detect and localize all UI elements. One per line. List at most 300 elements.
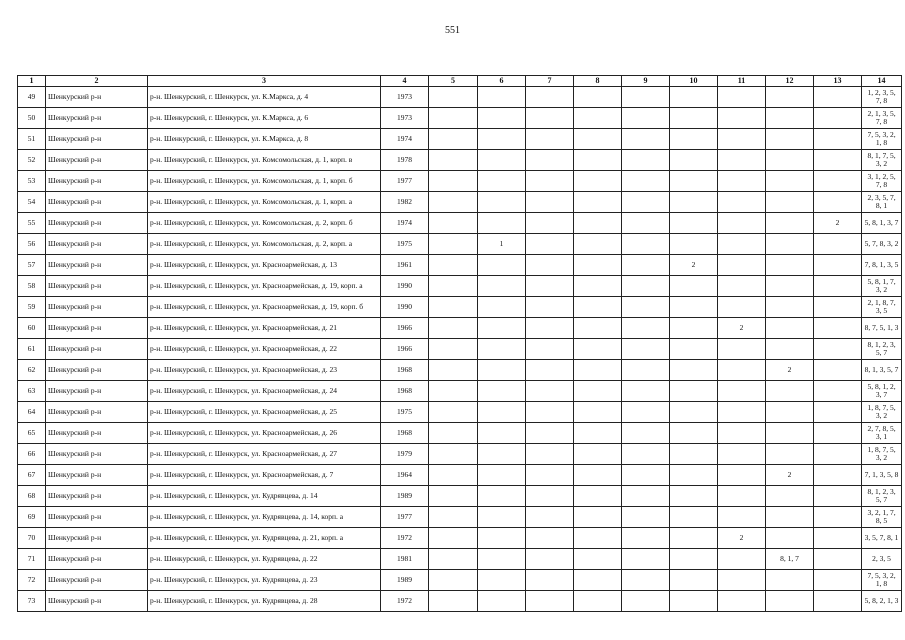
- cell-row-number: 55: [18, 213, 46, 234]
- cell-col-11: [718, 549, 766, 570]
- cell-col-8: [574, 297, 622, 318]
- cell-col-7: [526, 108, 574, 129]
- cell-col-11: [718, 570, 766, 591]
- cell-col-7: [526, 276, 574, 297]
- cell-col-8: [574, 192, 622, 213]
- cell-address: р-н. Шенкурский, г. Шенкурск, ул. Красноармейская, д. 27: [148, 444, 381, 465]
- cell-col-7: [526, 150, 574, 171]
- cell-col-12: [766, 192, 814, 213]
- cell-col-8: [574, 171, 622, 192]
- cell-col-6: [478, 276, 526, 297]
- cell-address: р-н. Шенкурский, г. Шенкурск, ул. Комсомольская, д. 1, корп. в: [148, 150, 381, 171]
- cell-address: р-н. Шенкурский, г. Шенкурск, ул. Комсомольская, д. 1, корп. а: [148, 192, 381, 213]
- column-header-6: 6: [478, 76, 526, 87]
- cell-row-number: 70: [18, 528, 46, 549]
- cell-district: Шенкурский р-н: [46, 507, 148, 528]
- cell-row-number: 64: [18, 402, 46, 423]
- cell-col-8: [574, 318, 622, 339]
- cell-row-number: 61: [18, 339, 46, 360]
- table-row: [18, 402, 902, 423]
- cell-row-number: 58: [18, 276, 46, 297]
- cell-col-12: [766, 486, 814, 507]
- cell-col-6: [478, 192, 526, 213]
- cell-col-14: 7, 1, 3, 5, 8: [862, 465, 902, 486]
- cell-district: Шенкурский р-н: [46, 360, 148, 381]
- cell-col-12: [766, 297, 814, 318]
- cell-col-7: [526, 255, 574, 276]
- cell-year: 1979: [381, 444, 429, 465]
- table-row: [18, 213, 902, 234]
- housing-table: [17, 75, 902, 612]
- cell-col-10: [670, 192, 718, 213]
- cell-col-11: [718, 591, 766, 612]
- cell-col-7: [526, 129, 574, 150]
- cell-district: Шенкурский р-н: [46, 528, 148, 549]
- cell-col-9: [622, 381, 670, 402]
- cell-col-9: [622, 129, 670, 150]
- cell-col-13: [814, 381, 862, 402]
- cell-col-13: [814, 171, 862, 192]
- cell-col-14: 1, 2, 3, 5, 7, 8: [862, 87, 902, 108]
- cell-col-9: [622, 570, 670, 591]
- cell-col-11: [718, 507, 766, 528]
- column-header-14: 14: [862, 76, 902, 87]
- cell-col-13: [814, 234, 862, 255]
- cell-col-7: [526, 297, 574, 318]
- cell-col-10: [670, 108, 718, 129]
- cell-col-13: 2: [814, 213, 862, 234]
- cell-col-11: [718, 129, 766, 150]
- table-row: [18, 423, 902, 444]
- cell-col-5: [429, 318, 478, 339]
- cell-col-6: [478, 150, 526, 171]
- cell-col-12: [766, 276, 814, 297]
- cell-address: р-н. Шенкурский, г. Шенкурск, ул. Красноармейская, д. 7: [148, 465, 381, 486]
- cell-col-9: [622, 507, 670, 528]
- cell-col-14: 1, 8, 7, 5, 3, 2: [862, 444, 902, 465]
- cell-col-14: 7, 5, 3, 2, 1, 8: [862, 570, 902, 591]
- cell-col-8: [574, 486, 622, 507]
- cell-year: 1990: [381, 276, 429, 297]
- cell-address: р-н. Шенкурский, г. Шенкурск, ул. Красноармейская, д. 25: [148, 402, 381, 423]
- cell-col-7: [526, 402, 574, 423]
- cell-col-7: [526, 507, 574, 528]
- cell-col-7: [526, 444, 574, 465]
- cell-col-13: [814, 570, 862, 591]
- table-row: [18, 192, 902, 213]
- cell-row-number: 62: [18, 360, 46, 381]
- table-row: [18, 549, 902, 570]
- cell-district: Шенкурский р-н: [46, 570, 148, 591]
- cell-col-6: [478, 318, 526, 339]
- cell-col-10: [670, 129, 718, 150]
- cell-col-12: [766, 444, 814, 465]
- cell-col-12: [766, 528, 814, 549]
- cell-col-7: [526, 360, 574, 381]
- cell-col-8: [574, 276, 622, 297]
- cell-col-12: 8, 1, 7: [766, 549, 814, 570]
- cell-col-14: 7, 8, 1, 3, 5: [862, 255, 902, 276]
- cell-col-13: [814, 549, 862, 570]
- table-row: [18, 528, 902, 549]
- cell-col-9: [622, 297, 670, 318]
- cell-district: Шенкурский р-н: [46, 171, 148, 192]
- cell-col-12: [766, 591, 814, 612]
- cell-col-13: [814, 465, 862, 486]
- cell-col-13: [814, 507, 862, 528]
- column-header-10: 10: [670, 76, 718, 87]
- cell-col-9: [622, 234, 670, 255]
- cell-row-number: 66: [18, 444, 46, 465]
- cell-col-11: [718, 108, 766, 129]
- cell-col-11: 2: [718, 318, 766, 339]
- cell-col-13: [814, 255, 862, 276]
- cell-col-6: [478, 213, 526, 234]
- cell-district: Шенкурский р-н: [46, 129, 148, 150]
- cell-address: р-н. Шенкурский, г. Шенкурск, ул. К.Маркса, д. 4: [148, 87, 381, 108]
- cell-col-12: [766, 213, 814, 234]
- cell-col-9: [622, 444, 670, 465]
- table-body: [18, 87, 902, 612]
- cell-address: р-н. Шенкурский, г. Шенкурск, ул. Комсомольская, д. 1, корп. б: [148, 171, 381, 192]
- cell-address: р-н. Шенкурский, г. Шенкурск, ул. Красноармейская, д. 24: [148, 381, 381, 402]
- cell-address: р-н. Шенкурский, г. Шенкурск, ул. Кудрявцева, д. 21, корп. а: [148, 528, 381, 549]
- cell-col-10: [670, 444, 718, 465]
- cell-row-number: 68: [18, 486, 46, 507]
- cell-col-14: 8, 1, 2, 3, 5, 7: [862, 486, 902, 507]
- cell-year: 1972: [381, 591, 429, 612]
- cell-year: 1981: [381, 549, 429, 570]
- cell-col-10: [670, 465, 718, 486]
- cell-col-12: [766, 318, 814, 339]
- cell-col-12: [766, 129, 814, 150]
- cell-col-9: [622, 108, 670, 129]
- cell-col-6: [478, 381, 526, 402]
- cell-district: Шенкурский р-н: [46, 255, 148, 276]
- cell-col-8: [574, 507, 622, 528]
- cell-col-13: [814, 318, 862, 339]
- column-header-11: 11: [718, 76, 766, 87]
- cell-col-11: [718, 381, 766, 402]
- cell-col-10: [670, 507, 718, 528]
- cell-col-8: [574, 423, 622, 444]
- cell-col-10: 2: [670, 255, 718, 276]
- cell-col-8: [574, 339, 622, 360]
- cell-col-6: [478, 360, 526, 381]
- table-row: [18, 129, 902, 150]
- cell-col-5: [429, 108, 478, 129]
- cell-address: р-н. Шенкурский, г. Шенкурск, ул. Красноармейская, д. 19, корп. а: [148, 276, 381, 297]
- header-row: [18, 76, 902, 87]
- cell-col-12: [766, 423, 814, 444]
- cell-col-13: [814, 87, 862, 108]
- table-row: [18, 486, 902, 507]
- cell-col-12: [766, 402, 814, 423]
- cell-col-11: 2: [718, 528, 766, 549]
- cell-col-8: [574, 465, 622, 486]
- cell-col-10: [670, 381, 718, 402]
- cell-col-8: [574, 150, 622, 171]
- cell-year: 1968: [381, 423, 429, 444]
- cell-col-5: [429, 465, 478, 486]
- table-row: [18, 465, 902, 486]
- cell-col-11: [718, 276, 766, 297]
- cell-col-12: [766, 507, 814, 528]
- cell-address: р-н. Шенкурский, г. Шенкурск, ул. Красноармейская, д. 21: [148, 318, 381, 339]
- cell-col-14: 8, 1, 3, 5, 7: [862, 360, 902, 381]
- cell-col-6: [478, 402, 526, 423]
- cell-col-13: [814, 360, 862, 381]
- cell-row-number: 63: [18, 381, 46, 402]
- cell-col-12: [766, 171, 814, 192]
- cell-col-13: [814, 108, 862, 129]
- cell-address: р-н. Шенкурский, г. Шенкурск, ул. Кудрявцева, д. 22: [148, 549, 381, 570]
- table-row: [18, 108, 902, 129]
- cell-address: р-н. Шенкурский, г. Шенкурск, ул. Кудрявцева, д. 28: [148, 591, 381, 612]
- cell-district: Шенкурский р-н: [46, 423, 148, 444]
- cell-district: Шенкурский р-н: [46, 192, 148, 213]
- cell-row-number: 60: [18, 318, 46, 339]
- cell-district: Шенкурский р-н: [46, 297, 148, 318]
- cell-col-8: [574, 570, 622, 591]
- table-row: [18, 318, 902, 339]
- cell-col-14: 8, 7, 5, 1, 3: [862, 318, 902, 339]
- cell-col-8: [574, 213, 622, 234]
- table-row: [18, 87, 902, 108]
- cell-col-14: 2, 1, 8, 7, 3, 5: [862, 297, 902, 318]
- cell-year: 1977: [381, 507, 429, 528]
- cell-year: 1973: [381, 108, 429, 129]
- cell-col-8: [574, 129, 622, 150]
- cell-col-11: [718, 297, 766, 318]
- cell-col-14: 3, 5, 7, 8, 1: [862, 528, 902, 549]
- cell-col-13: [814, 528, 862, 549]
- cell-col-6: [478, 591, 526, 612]
- cell-col-9: [622, 486, 670, 507]
- cell-year: 1966: [381, 339, 429, 360]
- cell-col-6: [478, 465, 526, 486]
- cell-col-6: [478, 444, 526, 465]
- table-row: [18, 171, 902, 192]
- cell-col-13: [814, 402, 862, 423]
- cell-col-6: 1: [478, 234, 526, 255]
- cell-row-number: 59: [18, 297, 46, 318]
- cell-year: 1990: [381, 297, 429, 318]
- cell-col-11: [718, 171, 766, 192]
- cell-col-7: [526, 528, 574, 549]
- cell-col-10: [670, 402, 718, 423]
- column-header-3: 3: [148, 76, 381, 87]
- cell-district: Шенкурский р-н: [46, 108, 148, 129]
- cell-col-13: [814, 486, 862, 507]
- cell-col-9: [622, 276, 670, 297]
- cell-col-9: [622, 528, 670, 549]
- cell-col-9: [622, 591, 670, 612]
- cell-col-10: [670, 549, 718, 570]
- cell-col-11: [718, 486, 766, 507]
- cell-col-5: [429, 192, 478, 213]
- table-row: [18, 339, 902, 360]
- cell-address: р-н. Шенкурский, г. Шенкурск, ул. Комсомольская, д. 2, корп. а: [148, 234, 381, 255]
- cell-col-12: [766, 339, 814, 360]
- cell-col-9: [622, 192, 670, 213]
- table-row: [18, 507, 902, 528]
- cell-col-6: [478, 87, 526, 108]
- cell-col-12: [766, 255, 814, 276]
- cell-year: 1982: [381, 192, 429, 213]
- cell-year: 1977: [381, 171, 429, 192]
- cell-address: р-н. Шенкурский, г. Шенкурск, ул. Красноармейская, д. 22: [148, 339, 381, 360]
- column-header-4: 4: [381, 76, 429, 87]
- cell-col-7: [526, 234, 574, 255]
- cell-col-7: [526, 465, 574, 486]
- cell-year: 1975: [381, 402, 429, 423]
- cell-year: 1974: [381, 129, 429, 150]
- cell-col-14: 5, 8, 1, 7, 3, 2: [862, 276, 902, 297]
- cell-col-11: [718, 234, 766, 255]
- cell-col-5: [429, 213, 478, 234]
- cell-col-6: [478, 171, 526, 192]
- cell-col-6: [478, 129, 526, 150]
- table-row: [18, 591, 902, 612]
- cell-col-14: 5, 8, 1, 3, 7: [862, 213, 902, 234]
- cell-col-9: [622, 360, 670, 381]
- cell-col-10: [670, 171, 718, 192]
- cell-col-10: [670, 591, 718, 612]
- cell-col-8: [574, 528, 622, 549]
- cell-year: 1972: [381, 528, 429, 549]
- cell-col-9: [622, 255, 670, 276]
- cell-col-9: [622, 465, 670, 486]
- cell-col-13: [814, 192, 862, 213]
- cell-col-6: [478, 486, 526, 507]
- cell-district: Шенкурский р-н: [46, 339, 148, 360]
- cell-row-number: 69: [18, 507, 46, 528]
- cell-col-12: [766, 234, 814, 255]
- cell-col-14: 5, 8, 1, 2, 3, 7: [862, 381, 902, 402]
- cell-col-7: [526, 339, 574, 360]
- cell-row-number: 54: [18, 192, 46, 213]
- page-number: 551: [445, 25, 460, 36]
- cell-row-number: 67: [18, 465, 46, 486]
- cell-year: 1968: [381, 360, 429, 381]
- cell-address: р-н. Шенкурский, г. Шенкурск, ул. Кудрявцева, д. 23: [148, 570, 381, 591]
- cell-col-14: 2, 3, 5: [862, 549, 902, 570]
- cell-col-5: [429, 381, 478, 402]
- cell-year: 1989: [381, 570, 429, 591]
- cell-col-11: [718, 192, 766, 213]
- cell-address: р-н. Шенкурский, г. Шенкурск, ул. К.Маркса, д. 6: [148, 108, 381, 129]
- cell-district: Шенкурский р-н: [46, 213, 148, 234]
- cell-district: Шенкурский р-н: [46, 549, 148, 570]
- cell-col-11: [718, 402, 766, 423]
- cell-col-6: [478, 570, 526, 591]
- cell-col-9: [622, 549, 670, 570]
- cell-district: Шенкурский р-н: [46, 444, 148, 465]
- column-header-8: 8: [574, 76, 622, 87]
- cell-col-10: [670, 276, 718, 297]
- cell-col-11: [718, 444, 766, 465]
- cell-col-13: [814, 150, 862, 171]
- cell-col-7: [526, 87, 574, 108]
- table-row: [18, 150, 902, 171]
- column-header-9: 9: [622, 76, 670, 87]
- cell-col-13: [814, 297, 862, 318]
- cell-address: р-н. Шенкурский, г. Шенкурск, ул. Красноармейская, д. 19, корп. б: [148, 297, 381, 318]
- cell-col-9: [622, 171, 670, 192]
- cell-col-8: [574, 234, 622, 255]
- cell-col-6: [478, 528, 526, 549]
- cell-col-5: [429, 570, 478, 591]
- cell-col-12: 2: [766, 360, 814, 381]
- cell-col-7: [526, 549, 574, 570]
- cell-col-10: [670, 339, 718, 360]
- cell-col-10: [670, 150, 718, 171]
- cell-col-12: [766, 381, 814, 402]
- cell-col-5: [429, 402, 478, 423]
- column-header-13: 13: [814, 76, 862, 87]
- cell-col-5: [429, 150, 478, 171]
- cell-col-6: [478, 339, 526, 360]
- cell-col-5: [429, 276, 478, 297]
- cell-col-14: 7, 5, 3, 2, 1, 8: [862, 129, 902, 150]
- cell-year: 1968: [381, 381, 429, 402]
- cell-col-13: [814, 129, 862, 150]
- cell-address: р-н. Шенкурский, г. Шенкурск, ул. Красноармейская, д. 13: [148, 255, 381, 276]
- cell-col-11: [718, 423, 766, 444]
- cell-col-5: [429, 87, 478, 108]
- cell-col-14: 5, 7, 8, 3, 2: [862, 234, 902, 255]
- cell-row-number: 72: [18, 570, 46, 591]
- cell-col-7: [526, 213, 574, 234]
- cell-address: р-н. Шенкурский, г. Шенкурск, ул. Красноармейская, д. 26: [148, 423, 381, 444]
- cell-address: р-н. Шенкурский, г. Шенкурск, ул. Кудрявцева, д. 14, корп. а: [148, 507, 381, 528]
- cell-col-6: [478, 507, 526, 528]
- cell-col-5: [429, 507, 478, 528]
- cell-col-7: [526, 591, 574, 612]
- cell-col-14: 8, 1, 7, 5, 3, 2: [862, 150, 902, 171]
- cell-col-10: [670, 570, 718, 591]
- cell-district: Шенкурский р-н: [46, 591, 148, 612]
- cell-col-8: [574, 360, 622, 381]
- cell-col-6: [478, 297, 526, 318]
- cell-col-6: [478, 549, 526, 570]
- cell-row-number: 71: [18, 549, 46, 570]
- cell-district: Шенкурский р-н: [46, 381, 148, 402]
- cell-district: Шенкурский р-н: [46, 234, 148, 255]
- cell-col-9: [622, 423, 670, 444]
- cell-col-5: [429, 486, 478, 507]
- cell-col-14: 3, 2, 1, 7, 8, 5: [862, 507, 902, 528]
- cell-col-5: [429, 234, 478, 255]
- cell-row-number: 50: [18, 108, 46, 129]
- cell-col-5: [429, 339, 478, 360]
- table-row: [18, 255, 902, 276]
- cell-year: 1961: [381, 255, 429, 276]
- cell-address: р-н. Шенкурский, г. Шенкурск, ул. Кудрявцева, д. 14: [148, 486, 381, 507]
- column-header-2: 2: [46, 76, 148, 87]
- cell-col-8: [574, 444, 622, 465]
- cell-col-7: [526, 570, 574, 591]
- cell-address: р-н. Шенкурский, г. Шенкурск, ул. Комсомольская, д. 2, корп. б: [148, 213, 381, 234]
- cell-col-11: [718, 87, 766, 108]
- cell-col-12: [766, 570, 814, 591]
- cell-col-10: [670, 423, 718, 444]
- cell-col-5: [429, 255, 478, 276]
- cell-col-10: [670, 297, 718, 318]
- cell-year: 1973: [381, 87, 429, 108]
- cell-col-5: [429, 444, 478, 465]
